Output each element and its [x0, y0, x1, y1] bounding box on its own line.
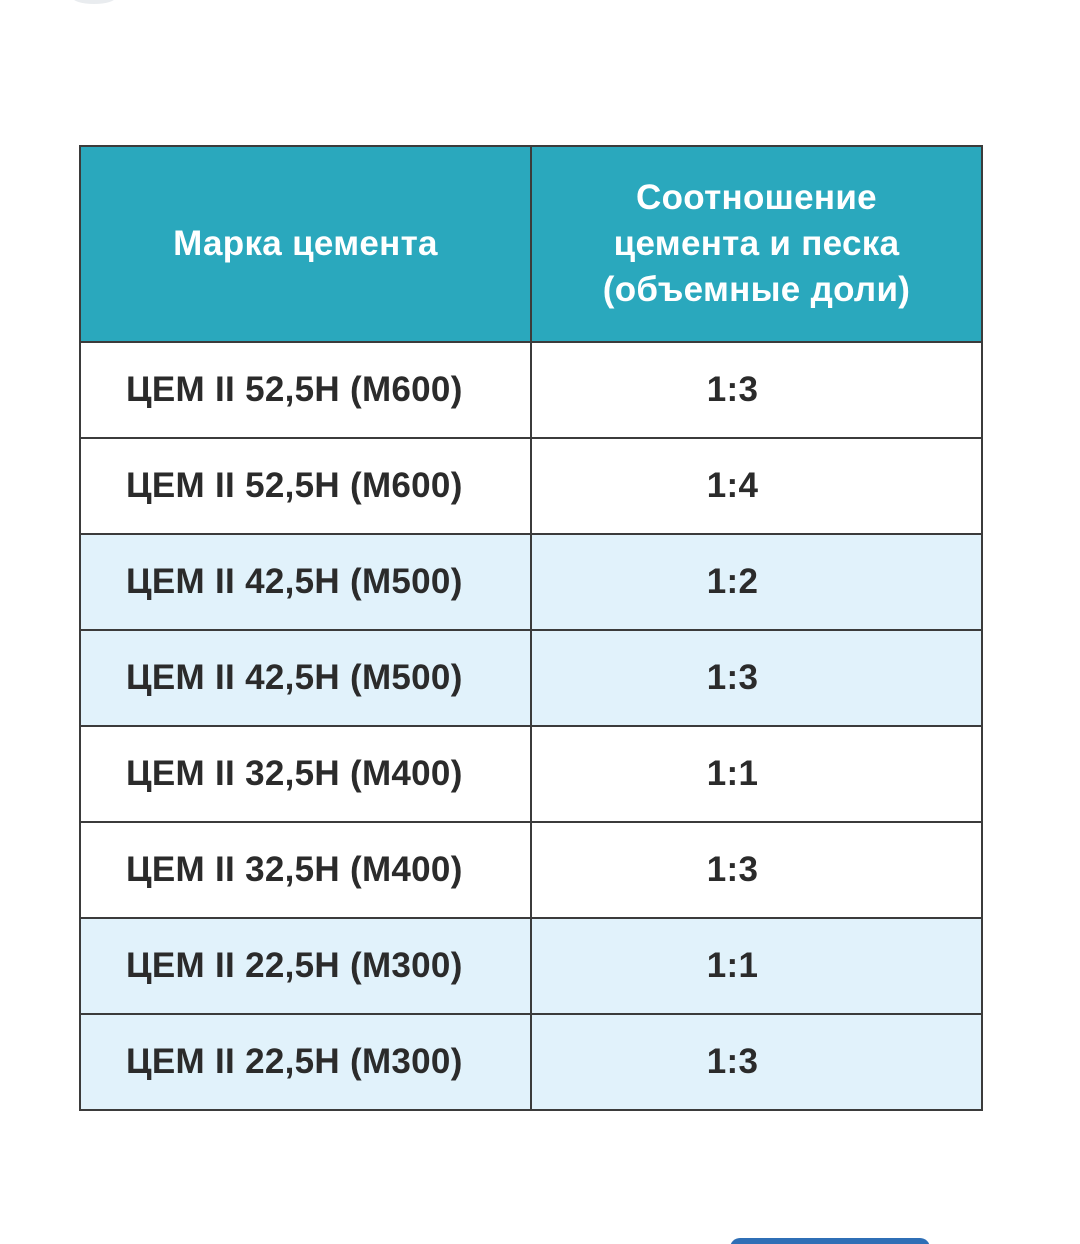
cement-grade-cell: ЦЕМ II 52,5Н (М600): [80, 342, 531, 438]
ratio-cell: 1:3: [531, 342, 982, 438]
ratio-cell: 1:2: [531, 534, 982, 630]
cement-grade-cell: ЦЕМ II 42,5Н (М500): [80, 630, 531, 726]
table-row: [80, 438, 982, 534]
cement-grade-cell: ЦЕМ II 22,5Н (М300): [80, 918, 531, 1014]
ratio-cell: 1:3: [531, 822, 982, 918]
table-header-row: [80, 146, 982, 342]
table-row: [80, 918, 982, 1014]
cement-grade-cell: ЦЕМ II 42,5Н (М500): [80, 534, 531, 630]
ratio-cell: 1:3: [531, 630, 982, 726]
cement-ratio-table: [79, 145, 983, 1111]
table-row: [80, 342, 982, 438]
ratio-cell: 1:3: [531, 1014, 982, 1110]
cement-grade-cell: ЦЕМ II 52,5Н (М600): [80, 438, 531, 534]
cement-grade-cell: ЦЕМ II 32,5Н (М400): [80, 726, 531, 822]
table-row: [80, 1014, 982, 1110]
table-row: [80, 630, 982, 726]
table-row: [80, 726, 982, 822]
ratio-cell: 1:1: [531, 726, 982, 822]
table-row: [80, 534, 982, 630]
top-edge-decoration: [72, 0, 116, 4]
cement-grade-cell: ЦЕМ II 32,5Н (М400): [80, 822, 531, 918]
cement-grade-cell: ЦЕМ II 22,5Н (М300): [80, 1014, 531, 1110]
table-row: [80, 822, 982, 918]
ratio-cell: 1:1: [531, 918, 982, 1014]
bottom-edge-button-fragment[interactable]: [730, 1238, 930, 1244]
ratio-cell: 1:4: [531, 438, 982, 534]
header-cement-grade-label: Марка цемента: [173, 224, 438, 263]
header-cement-grade: [80, 146, 531, 342]
header-cement-sand-ratio-label: Соотношение цемента и песка (объемные доли): [602, 178, 911, 309]
header-cement-sand-ratio: [531, 146, 982, 342]
